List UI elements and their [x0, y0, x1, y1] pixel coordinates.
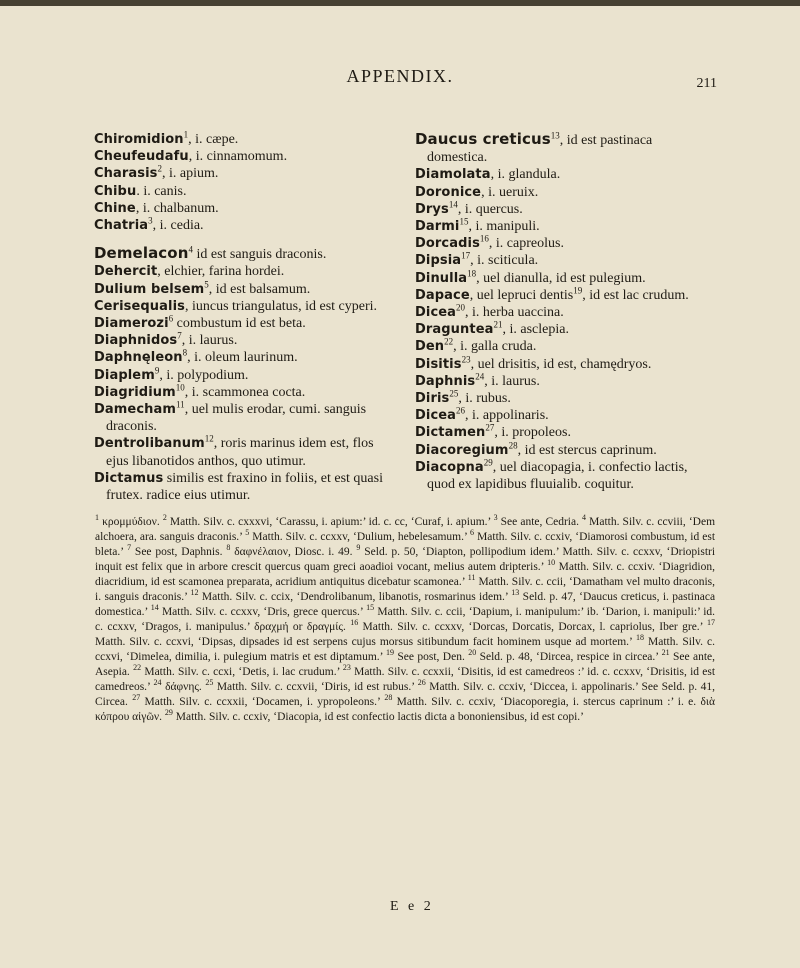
- entry-gloss: , i. apium.: [161, 166, 219, 182]
- footnote-ref: 25: [449, 388, 459, 399]
- entry-headword: Damecham: [94, 402, 177, 418]
- footnote-number: 18: [636, 633, 644, 643]
- glossary-entry: [415, 166, 713, 183]
- glossary-entry: [94, 364, 392, 384]
- glossary-entry: [94, 245, 392, 263]
- footnote-ref: 29: [483, 457, 493, 468]
- footnote-ref: 23: [461, 353, 471, 364]
- entry-headword: Diaplem: [94, 367, 155, 383]
- entry-headword: Cerisequalis: [94, 298, 185, 314]
- footnote-text: Matth. Silv. c. ccxxv, ‘Dris, grece quercus.’: [161, 606, 363, 618]
- footnote-ref: 27: [485, 422, 495, 433]
- entry-headword: Charasis: [94, 166, 158, 182]
- entry-gloss: , i. galla cruda.: [453, 339, 537, 355]
- glossary-entry: [94, 200, 392, 217]
- footnote-text: Matth. Silv. c. ccii, ‘Damatham vel multo draconis, i. sanguis draconis.’: [95, 576, 716, 603]
- entry-headword: Diamolata: [415, 167, 491, 183]
- footnote-number: 16: [350, 618, 359, 628]
- footnote-ref: 20: [456, 302, 466, 313]
- footnote-text: Matth. Silv. c. ccxvi, ‘Dipsas, dipsades id est serpens cujus morsus sitibundum facit hominem usque ad mortem.’: [95, 636, 632, 648]
- footnote: [133, 663, 340, 678]
- entry-gloss: combustum id est beta.: [173, 316, 306, 332]
- entry-gloss: , i. manipuli.: [468, 219, 540, 235]
- entry-headword: Dinulla: [415, 270, 468, 286]
- footnote-ref: 15: [459, 216, 469, 227]
- entry-gloss: , i. oleum laurinum.: [187, 350, 298, 366]
- footnote-ref: 26: [456, 405, 466, 416]
- footnote-ref: 18: [467, 267, 477, 278]
- footnote: [153, 678, 202, 693]
- entry-gloss: , i. polypodium.: [159, 367, 249, 383]
- footnote: [190, 588, 508, 603]
- right-column: [415, 131, 713, 493]
- glossary-entry: [415, 321, 713, 338]
- glossary-entry: [94, 332, 392, 349]
- entry-gloss: , i. glandula.: [490, 167, 561, 183]
- entry-headword: Diamerozi: [94, 316, 169, 332]
- footnote-text: δάφνης.: [165, 681, 202, 693]
- glossary-entry: [415, 252, 713, 269]
- entry-headword: Drys: [415, 201, 449, 217]
- entry-gloss: , i. herba uaccina.: [465, 305, 564, 321]
- entry-gloss: , iuncus triangulatus, id est cyperi.: [184, 298, 378, 314]
- footnote-text: See post, Daphnis.: [134, 546, 223, 558]
- footnote-number: 21: [661, 648, 670, 658]
- entry-gloss: , elchier, farina hordei.: [157, 264, 285, 280]
- entry-gloss: , i. asclepia.: [502, 322, 569, 338]
- glossary-entry: [94, 470, 392, 504]
- footnote-text: Matth. Silv. c. ccxxv, ‘Dorcas, Dorcatis, Dorcax, l. capriolus, Iber gre.’: [362, 621, 703, 633]
- entry-headword: Dictamen: [415, 425, 486, 441]
- footnote-ref: 17: [461, 250, 471, 261]
- entry-gloss: , i. appolinaris.: [465, 408, 549, 424]
- glossary-entry: [94, 349, 392, 366]
- footnote-number: 5: [245, 528, 250, 538]
- footnote-text: Matth. Silv. c. ccii, ‘Dapium, i. manipulum:’ ib. ‘Darion, i. manipuli:’ id. c. ccxxv, ‘Dragos, i. manipulus.’ δραχμή or δραγμίς.: [95, 606, 716, 633]
- glossary-entry: [415, 407, 713, 424]
- footnote-ref: 12: [204, 433, 214, 444]
- footnote: [468, 648, 659, 663]
- footnote-ref: 28: [508, 440, 518, 450]
- signature-mark: E e 2: [390, 899, 434, 914]
- footnote: [350, 618, 703, 633]
- entry-headword: Den: [415, 339, 445, 355]
- glossary-entry: [94, 148, 392, 165]
- footnote-number: 26: [417, 678, 426, 688]
- entry-gloss: similis est fraxino in foliis, et est quasi frutex. radice eius utimur.: [106, 470, 383, 504]
- entry-headword: Draguntea: [415, 322, 494, 338]
- footnote-text: Seld. p. 48, ‘Dircea, respice in circea.’: [479, 651, 659, 663]
- footnote: [245, 528, 467, 543]
- entry-gloss: , id est lac crudum.: [582, 287, 689, 303]
- page-header: [0, 62, 800, 102]
- footnote-number: 10: [547, 558, 556, 568]
- footnote-text: Seld. p. 50, ‘Diapton, pollipodium idem.’ Matth. Silv. c. ccxxv, ‘Driopistri inquit est felix que in arbore crescit quercus quam greci aoadioi vocant, melius autem dripteris.’: [95, 546, 716, 573]
- footnote-ref: 16: [479, 233, 489, 244]
- footnote-number: 4: [582, 513, 587, 523]
- glossary-entry: [415, 304, 713, 321]
- footnote-text: Matth. Silv. c. ccix, ‘Dendrolibanum, libanotis, rosmarinus idem.’: [201, 591, 508, 603]
- footnote-number: 13: [511, 588, 520, 598]
- footnote-text: See post, Den.: [397, 651, 465, 663]
- footnote-text: κρομμύδιον.: [102, 516, 160, 528]
- footnote-text: Matth. Silv. c. ccxiv, ‘Diacoporegia, i. stercus caprinum :’ i. e. διὰ κόπρου αἰγῶν.: [95, 696, 716, 723]
- footnote-text: Matth. Silv. c. ccxiv, ‘Diacopia, id est confectio lactis dicta a bononiensibus, id est copi.’: [175, 711, 585, 723]
- entry-gloss: , i. cedia.: [152, 218, 204, 234]
- footnote-number: 14: [150, 603, 159, 613]
- footnote-ref: 14: [448, 199, 458, 210]
- glossary-entry: [94, 183, 392, 200]
- footnote-ref: 19: [573, 285, 583, 296]
- entry-headword: Doronice: [415, 184, 482, 200]
- footnote-ref: 24: [475, 371, 485, 382]
- entry-headword: Dapace: [415, 287, 470, 303]
- footnote-number: 15: [366, 603, 375, 613]
- entry-gloss: , roris marinus idem est, flos ejus libanotidos anthos, quo utimur.: [106, 436, 374, 469]
- footnote-text: Matth. Silv. c. ccxxv, ‘Dulium, hebelesamum.’: [252, 531, 467, 543]
- footnote-number: 1: [95, 513, 99, 523]
- footnote-number: 19: [386, 648, 395, 658]
- entry-gloss: , i. laurus.: [484, 373, 540, 389]
- footnote-number: 6: [470, 528, 475, 538]
- footnote-ref: 1: [183, 129, 189, 140]
- entry-gloss: , uel drisitis, id est, chamędryos.: [470, 356, 652, 372]
- glossary-entry: [94, 165, 392, 182]
- left-column: [94, 131, 392, 504]
- entry-gloss: , i. scammonea cocta.: [184, 384, 306, 400]
- entry-gloss: , i. rubus.: [458, 391, 511, 407]
- footnote-text: Matth. Silv. c. ccxiv, ‘Diamorosi combustum, id est bleta.’: [95, 531, 716, 558]
- entry-headword: Dulium belsem: [94, 281, 205, 297]
- entry-headword: Chibu: [94, 183, 137, 199]
- glossary-entry: [94, 217, 392, 234]
- entry-headword: Disitis: [415, 356, 462, 372]
- entry-gloss: , uel lepruci dentis: [469, 287, 574, 303]
- footnote-number: 12: [190, 588, 199, 598]
- footnote-text: δαφνέλαιον, Diosc. i. 49.: [234, 546, 353, 558]
- glossary-entry: [415, 338, 713, 355]
- entry-gloss: , i. capreolus.: [488, 236, 564, 252]
- footnote-number: 27: [132, 693, 141, 703]
- footnote: [162, 513, 491, 528]
- footnote-text: Matth. Silv. c. ccxiv, ‘Diccea, i. appolinaris.’ See Seld. p. 41, Circea.: [95, 681, 716, 708]
- glossary-entry: [415, 267, 713, 287]
- footnote-text: Matth. Silv. c. ccxvi, ‘Dimelea, dimilia, i. pulegium matris et est diptamum.’: [95, 636, 715, 663]
- glossary-entry: [94, 435, 392, 469]
- footnote-number: 24: [153, 678, 162, 688]
- entry-headword: Diacopna: [415, 459, 484, 475]
- entry-gloss: , i. quercus.: [457, 201, 523, 217]
- footnote: [95, 513, 160, 528]
- glossary-entry: [415, 353, 713, 373]
- entry-gloss: , i. ueruix.: [481, 184, 539, 200]
- footnote-text: Matth. Silv. c. cxxxvi, ‘Carassu, i. apium:’ id. c. cc, ‘Curaf, i. apium.’: [169, 516, 491, 528]
- entry-headword: Dipsia: [415, 253, 462, 269]
- entry-gloss: , i. chalbanum.: [135, 200, 219, 216]
- footnotes: [95, 515, 715, 725]
- entry-gloss: . i. canis.: [136, 183, 187, 199]
- footnote-number: 22: [133, 663, 142, 673]
- footnote: [127, 543, 223, 558]
- page-number: 211: [696, 76, 717, 91]
- footnote-ref: 5: [204, 278, 209, 289]
- page-top-edge: [0, 0, 800, 6]
- entry-headword: Dicea: [415, 305, 457, 321]
- entry-gloss: , i. cinnamomum.: [188, 149, 288, 165]
- footnote-number: 23: [342, 663, 351, 673]
- footnote-ref: 4: [188, 244, 193, 255]
- entry-headword: Daphnęleon: [94, 350, 183, 366]
- footnote-ref: 21: [493, 319, 503, 330]
- entry-gloss: id est sanguis draconis.: [192, 247, 327, 263]
- footnote-ref: 13: [550, 130, 560, 141]
- entry-gloss: , i. cæpe.: [188, 132, 239, 147]
- entry-headword: Diris: [415, 391, 450, 407]
- glossary-entry: [94, 131, 392, 148]
- entry-headword: Daphnis: [415, 373, 476, 389]
- footnote-text: Matth. Silv. c. ccxvii, ‘Diris, id est rubus.’: [216, 681, 415, 693]
- footnote-text: Matth. Silv. c. ccxiv. ‘Diagridion, diacridium, id est scamonea preparata, acridium antiquitus dicebatur scamonea.’: [95, 561, 715, 588]
- entry-headword: Diaphnidos: [94, 333, 178, 349]
- footnote-ref: 2: [157, 163, 162, 174]
- entry-headword: Darmi: [415, 219, 460, 235]
- footnote-ref: 6: [168, 313, 174, 324]
- running-title: APPENDIX.: [346, 66, 454, 86]
- entry-gloss: , id est pastinaca domestica.: [427, 133, 653, 166]
- footnote-text: Matth. Silv. c. ccviii, ‘Dem alchoera, ara. sanguis draconis.’: [95, 516, 716, 543]
- footnote-number: 25: [205, 678, 214, 688]
- entry-gloss: , uel dianulla, id est pulegium.: [476, 270, 646, 286]
- entry-headword: Daucus creticus: [415, 130, 551, 148]
- footnote: [386, 648, 465, 663]
- footnote: [132, 693, 380, 708]
- glossary-entry: [415, 373, 713, 390]
- footnote-ref: 3: [148, 215, 153, 226]
- glossary-entry: [94, 315, 392, 332]
- glossary-entry: [415, 459, 713, 493]
- glossary-entry: [415, 442, 713, 459]
- entry-gloss: , id est balsamum.: [208, 281, 311, 297]
- entry-gloss: , i. laurus.: [181, 333, 238, 349]
- footnote-number: 29: [164, 708, 173, 718]
- entry-headword: Chatria: [94, 218, 149, 234]
- entry-headword: Diacoregium: [415, 442, 509, 458]
- footnote-text: See ante, Cedria.: [500, 516, 579, 528]
- footnote-number: 9: [356, 543, 361, 553]
- entry-headword: Dictamus: [94, 470, 164, 486]
- entry-headword: Cheufeudafu: [94, 149, 189, 165]
- entry-gloss: , i. sciticula.: [470, 253, 539, 269]
- entry-headword: Dicea: [415, 408, 457, 424]
- glossary-entry: [415, 184, 713, 201]
- glossary-entry: [94, 298, 392, 315]
- glossary-entry: [94, 263, 392, 280]
- footnote-number: 2: [162, 513, 167, 523]
- footnote-text: See ante, Asepia.: [95, 651, 716, 678]
- entry-headword: Dehercit: [94, 264, 158, 280]
- glossary-entry: [415, 131, 713, 166]
- footnote-number: 7: [127, 543, 132, 553]
- entry-gloss: , id est stercus caprinum.: [517, 442, 657, 458]
- glossary-entry: [94, 278, 392, 298]
- footnote-number: 11: [467, 573, 476, 583]
- entry-gloss: , uel mulis erodar, cumi. sanguis draconis.: [106, 402, 367, 435]
- entry-gloss: , i. propoleos.: [494, 425, 571, 441]
- footnote-text: Matth. Silv. c. ccxxii, ‘Docamen, i. ypropoleons.’: [144, 696, 380, 708]
- glossary-entry: [415, 218, 713, 235]
- entry-headword: Dorcadis: [415, 236, 480, 252]
- footnote: [150, 603, 363, 618]
- footnote-number: 3: [493, 513, 498, 523]
- glossary-entry: [415, 424, 713, 441]
- entry-gloss: , uel diacopagia, i. confectio lactis, quod ex lapidibus fluuialib. coquitur.: [427, 459, 688, 493]
- entry-headword: Diagridium: [94, 384, 176, 400]
- footnote-text: Matth. Silv. c. ccxi, ‘Detis, i. lac crudum.’: [144, 666, 340, 678]
- entry-headword: Chiromidion: [94, 132, 184, 147]
- glossary-entry: [94, 401, 392, 435]
- glossary-entry: [415, 235, 713, 252]
- entry-headword: Demelacon: [94, 244, 189, 263]
- footnote: [226, 543, 353, 558]
- glossary-entry: [94, 384, 392, 401]
- footnote-ref: 10: [175, 382, 185, 393]
- footnote-number: 17: [707, 618, 716, 628]
- footnote-number: 28: [384, 693, 393, 703]
- footnote-ref: 9: [154, 364, 160, 375]
- footnote: [493, 513, 579, 528]
- footnote-ref: 8: [182, 347, 188, 358]
- footnote-number: 20: [468, 648, 477, 658]
- footnote-number: 8: [226, 543, 231, 553]
- footnote-text: Seld. p. 47, ‘Daucus creticus, i. pastinaca domestica.’: [95, 591, 716, 618]
- footnote-ref: 22: [444, 336, 454, 347]
- footnote: [164, 708, 585, 723]
- footnote: [205, 678, 415, 693]
- entry-headword: Dentrolibanum: [94, 436, 205, 452]
- footnote-text: Matth. Silv. c. ccxxii, ‘Disitis, id est camedreos :’ id. c. ccxxv, ‘Drisitis, id est camedreos.’: [95, 666, 716, 693]
- footnote-ref: 11: [176, 399, 185, 410]
- entry-headword: Chine: [94, 200, 136, 216]
- footnote-ref: 7: [177, 330, 182, 341]
- glossary-columns: [94, 131, 714, 526]
